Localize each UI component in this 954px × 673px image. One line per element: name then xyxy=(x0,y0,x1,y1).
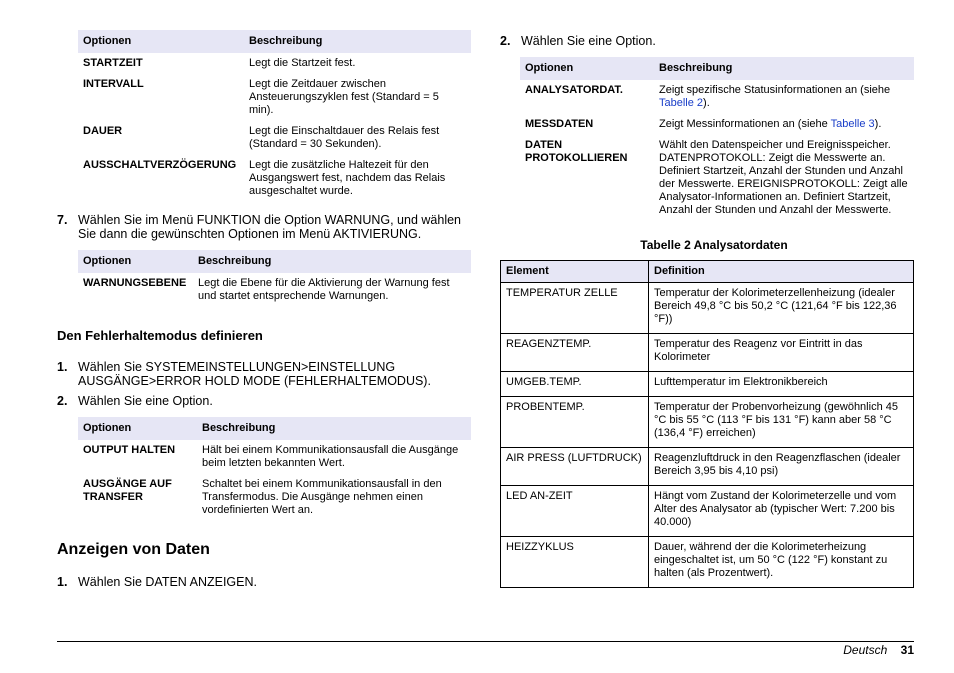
step-7 xyxy=(57,213,471,241)
table-header-row xyxy=(78,417,471,440)
options-table-warning xyxy=(78,250,471,307)
right-column xyxy=(500,34,914,588)
column-header: Definition xyxy=(649,261,914,283)
table-row xyxy=(520,135,914,221)
table-row xyxy=(501,283,914,334)
table-row xyxy=(78,53,471,74)
table-header-row xyxy=(520,57,914,80)
option-name: STARTZEIT xyxy=(83,57,143,69)
step-text: Wählen Sie eine Option. xyxy=(521,34,656,48)
option-description xyxy=(654,80,914,114)
step-number: 2. xyxy=(57,394,68,408)
page-footer xyxy=(843,643,914,657)
description-text: Zeigt Messinformationen an (siehe xyxy=(659,118,831,130)
column-header: Beschreibung xyxy=(197,417,471,440)
description-text: Zeigt spezifische Statusinformationen an (siehe xyxy=(659,84,891,96)
option-name: OUTPUT HALTEN xyxy=(83,444,176,456)
step-1 xyxy=(57,575,471,589)
footer-divider xyxy=(57,641,914,642)
element-cell: LED AN-ZEIT xyxy=(501,486,649,537)
option-name: WARNUNGSEBENE xyxy=(83,277,187,289)
step-number: 7. xyxy=(57,213,68,227)
definition-cell: Temperatur der Probenvorheizung (gewöhnlich 45 °C bis 55 °C (113 °F bis 131 °F) kann aber 58 °C (136,4 °F) erreichen) xyxy=(649,397,914,448)
column-header: Beschreibung xyxy=(193,250,471,273)
element-cell: PROBENTEMP. xyxy=(501,397,649,448)
options-table-relay xyxy=(78,30,471,202)
table-caption: Tabelle 2 Analysatordaten xyxy=(640,238,788,252)
options-table-error-hold xyxy=(78,417,471,521)
definition-cell: Dauer, während der die Kolorimeterheizung eingeschaltet ist, um 50 °C (122 °F) konstant zu halten (als Prozentwert). xyxy=(649,537,914,588)
element-cell: TEMPERATUR ZELLE xyxy=(501,283,649,334)
step-number: 2. xyxy=(500,34,511,48)
option-description: Legt die Einschaltdauer des Relais fest (Standard = 30 Sekunden). xyxy=(249,125,440,150)
option-name: INTERVALL xyxy=(83,78,144,90)
option-description xyxy=(654,114,914,135)
option-name: ANALYSATORDAT. xyxy=(525,84,623,96)
table-row xyxy=(501,448,914,486)
table-2-link[interactable]: Tabelle 2 xyxy=(659,97,704,109)
option-name: AUSGÄNGE AUF TRANSFER xyxy=(83,478,172,503)
table-row xyxy=(78,121,471,155)
table-row xyxy=(78,74,471,121)
footer-language: Deutsch xyxy=(843,643,888,657)
table-row xyxy=(501,397,914,448)
table-row xyxy=(78,474,471,521)
table-row xyxy=(520,80,914,114)
step-text: Wählen Sie DATEN ANZEIGEN. xyxy=(78,575,257,589)
table-row xyxy=(501,334,914,372)
column-header: Beschreibung xyxy=(654,57,914,80)
definition-cell: Reagenzluftdruck in den Reagenzflaschen (idealer Bereich 3,95 bis 4,10 psi) xyxy=(649,448,914,486)
option-description: Legt die Startzeit fest. xyxy=(249,57,356,69)
section-heading: Den Fehlerhaltemodus definieren xyxy=(57,328,263,343)
left-column xyxy=(57,30,471,589)
step-2 xyxy=(57,394,471,408)
element-cell: UMGEB.TEMP. xyxy=(501,372,649,397)
option-description: Wählt den Datenspeicher und Ereignisspeicher. DATENPROTOKOLL: Zeigt die Messwerte an. Definiert Startzeit, Anzahl der Stunden und Anzahl der Messwerte. EREIGNISPROTOKOLL: Zeigt alle Analysator-Informationen an. Definiert Startzeit, Anzahl der Stunden und Anzahl der Messwerte. xyxy=(659,139,908,216)
table-header-row xyxy=(78,250,471,273)
step-1 xyxy=(57,360,471,388)
table-row xyxy=(501,486,914,537)
option-name: DATEN PROTOKOLLIEREN xyxy=(525,139,628,164)
step-number: 1. xyxy=(57,360,68,374)
element-cell: AIR PRESS (LUFTDRUCK) xyxy=(501,448,649,486)
table-row xyxy=(501,537,914,588)
column-header: Optionen xyxy=(78,417,197,440)
option-name: AUSSCHALTVERZÖGERUNG xyxy=(83,159,237,171)
element-cell: HEIZZYKLUS xyxy=(501,537,649,588)
option-description: Hält bei einem Kommunikationsausfall die Ausgänge beim letzten bekannten Wert. xyxy=(202,444,459,469)
option-description: Schaltet bei einem Kommunikationsausfall in den Transfermodus. Die Ausgänge nehmen einen vordefinierten Wert an. xyxy=(202,478,442,516)
column-header: Optionen xyxy=(78,250,193,273)
step-text: Wählen Sie eine Option. xyxy=(78,394,213,408)
step-2 xyxy=(500,34,914,48)
option-description: Legt die zusätzliche Haltezeit für den Ausgangswert fest, nachdem das Relais ausgeschaltet wurde. xyxy=(249,159,446,197)
table-row xyxy=(78,155,471,202)
table-header-row xyxy=(78,30,471,53)
option-name: DAUER xyxy=(83,125,123,137)
column-header: Element xyxy=(501,261,649,283)
step-number: 1. xyxy=(57,575,68,589)
table-row xyxy=(520,114,914,135)
step-text: Wählen Sie SYSTEMEINSTELLUNGEN>EINSTELLUNG AUSGÄNGE>ERROR HOLD MODE (FEHLERHALTEMODUS). xyxy=(78,360,431,388)
definition-cell: Hängt vom Zustand der Kolorimeterzelle und vom Alter des Analysator ab (typischer Wert: 7.200 bis 40.000) xyxy=(649,486,914,537)
column-header: Optionen xyxy=(78,30,244,53)
analyzer-data-table xyxy=(500,260,914,588)
table-3-link[interactable]: Tabelle 3 xyxy=(830,118,875,130)
column-header: Beschreibung xyxy=(244,30,471,53)
definition-cell: Lufttemperatur im Elektronikbereich xyxy=(649,372,914,397)
page-number: 31 xyxy=(900,643,914,657)
definition-cell: Temperatur des Reagenz vor Eintritt in das Kolorimeter xyxy=(649,334,914,372)
description-text: ). xyxy=(703,97,710,109)
option-description: Legt die Ebene für die Aktivierung der Warnung fest und startet entsprechende Warnungen. xyxy=(198,277,450,302)
column-header: Optionen xyxy=(520,57,654,80)
element-cell: REAGENZTEMP. xyxy=(501,334,649,372)
table-header-row xyxy=(501,261,914,283)
option-name: MESSDATEN xyxy=(525,118,594,130)
table-row xyxy=(78,273,471,307)
table-row xyxy=(78,440,471,474)
section-heading: Anzeigen von Daten xyxy=(57,541,210,558)
step-text: Wählen Sie im Menü FUNKTION die Option WARNUNG, und wählen Sie dann die gewünschten Optionen im Menü AKTIVIERUNG. xyxy=(78,213,462,241)
table-row xyxy=(501,372,914,397)
option-description: Legt die Zeitdauer zwischen Ansteuerungszyklen fest (Standard = 5 min). xyxy=(249,78,439,116)
description-text: ). xyxy=(874,118,882,130)
options-table-view-data xyxy=(520,57,914,221)
definition-cell: Temperatur der Kolorimeterzellenheizung (idealer Bereich 49,8 °C bis 50,2 °C (121,64 °F bis 122,36 °F)) xyxy=(649,283,914,334)
